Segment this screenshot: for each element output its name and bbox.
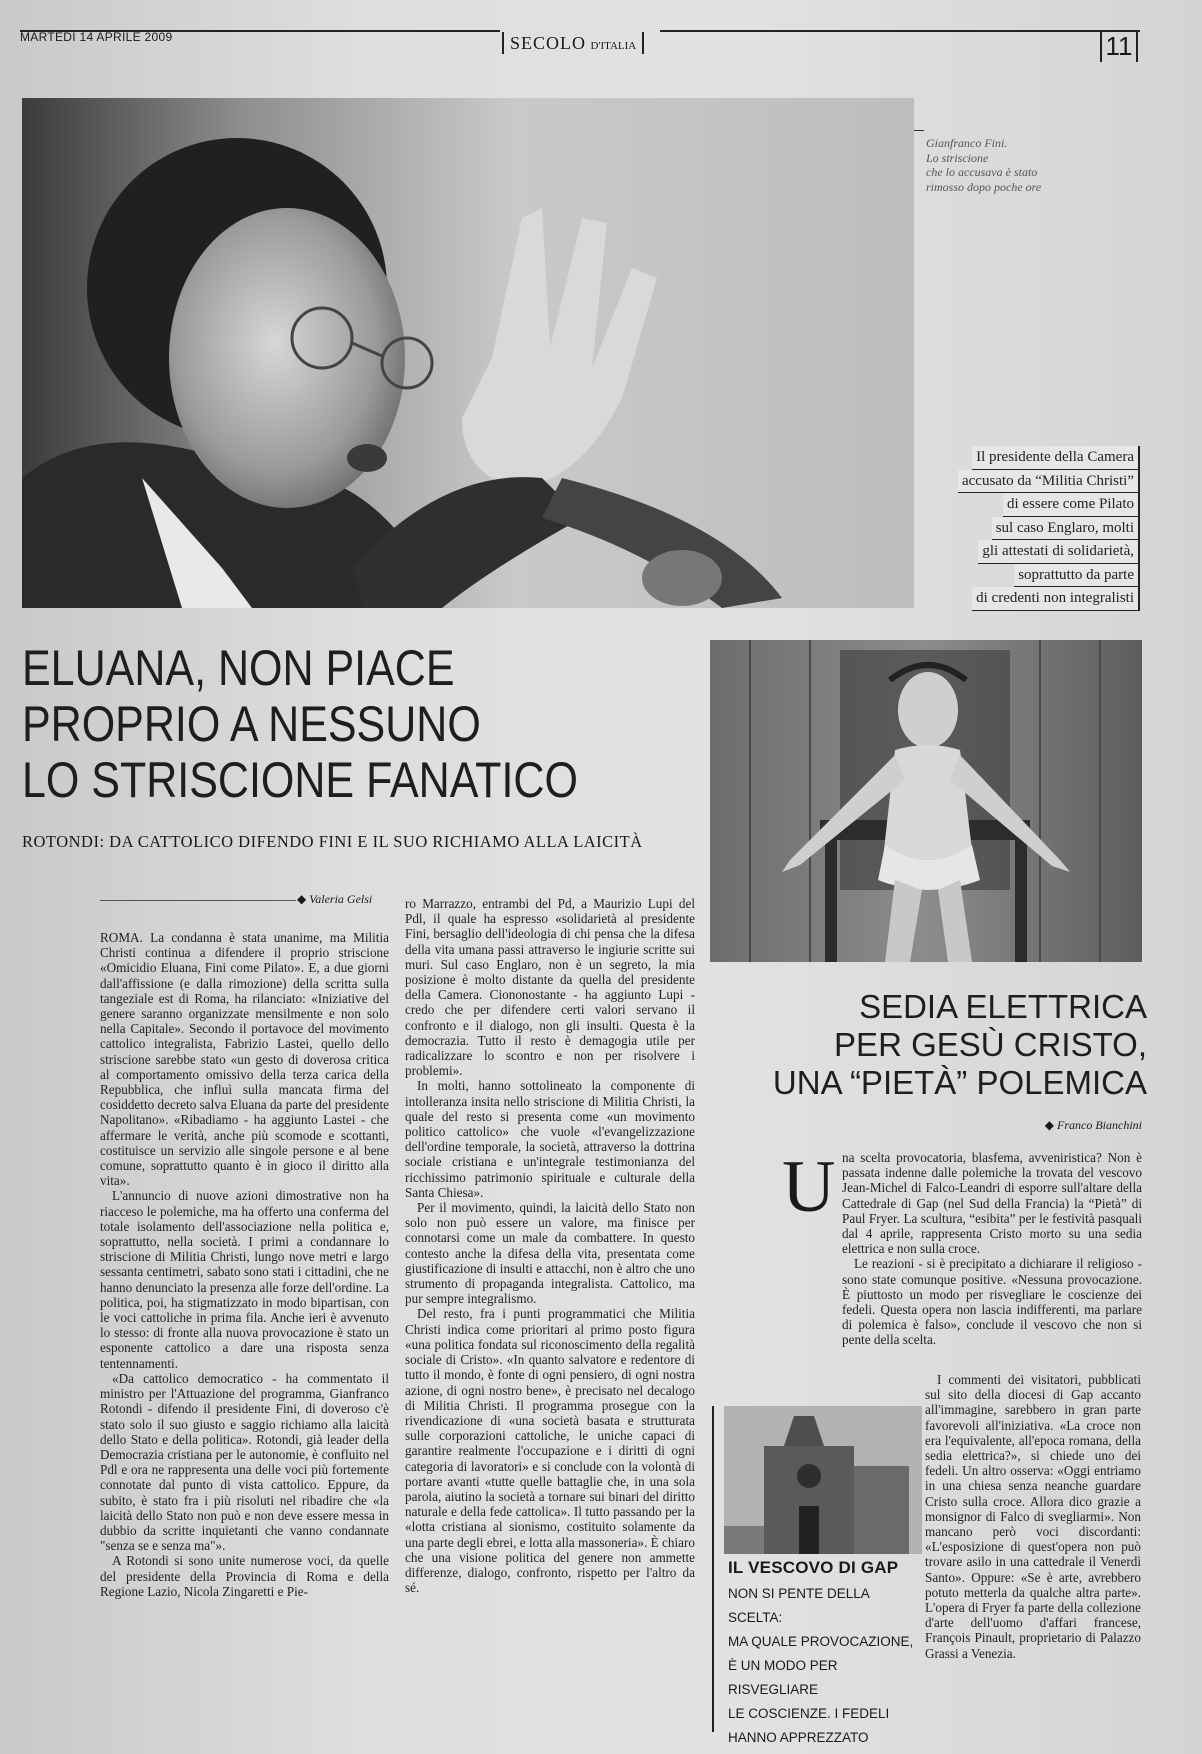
- paragraph: Per il movimento, quindi, la laicità dello Stato non solo non può essere un valore, ma finisce per connotarsi come un male da combattere. In questo contesto anche la difesa della vita, presentata come giustificazione di insulti e attacchi, non è altro che uno strumento di propaganda integralista. Cattolico, ma pur sempre integralismo.: [405, 1200, 695, 1307]
- headline-line: ELUANA, NON PIACE: [22, 640, 455, 696]
- pull-quote-line: di essere come Pilato: [1003, 493, 1140, 517]
- main-article-col2: [405, 896, 695, 1740]
- paragraph: ro Marrazzo, entrambi del Pd, a Maurizio Lupi del Pdl, il quale ha espresso «solidarietà al presidente Fini, bersaglio dell'ideologia di chi pensa che la difesa della vita umana passi attraverso le ingiurie scritte sui muri. Sul caso Englaro, non è un segreto, la mia posizione è molto distante da quella del presidente della Camera. Ciononostante - ha aggiunto Lupi - credo che per difendere certi valori servano il confronto e il dialogo, non gli insulti. Questa è la democrazia. Tutto il resto è demagogia utile per radicalizzare lo scontro e non per risolvere i problemi».: [405, 896, 695, 1079]
- side-box: [712, 1406, 920, 1745]
- headline-line: UNA “PIETÀ” POLEMICA: [772, 1064, 1147, 1101]
- side-article-col-bottom: [925, 1372, 1141, 1732]
- side-photo: [710, 640, 1142, 962]
- side-author: ◆ Franco Bianchini: [1044, 1118, 1142, 1132]
- headline-line: PROPRIO A NESSUNO: [22, 696, 481, 752]
- box-line: HANNO APPREZZATO: [728, 1730, 869, 1745]
- paragraph: Del resto, fra i punti programmatici che Militia Christi indica come prioritari al primo posto figura «una politica fondata sul riconoscimento della regalità sociale di Cristo». «In quanto salvatore e redentore di tutto il mondo, è fonte di ogni pensiero, di ogni nostra azione, di ogni nostro bene», è precisato nel decalogo di Militia Christi. Il programma prosegue con la rivendicazione di «una società basata e strutturata sulle corporazioni cattoliche, le uniche capaci di garantire realmente l'occupazione e i diritti di ogni categoria di lavoratori» e si conclude con la volontà di portare avanti «tutte quelle battaglie che, in una sola parola, aiutino la società a tornare sui binari del diritto naturale e della fede cattolica». Il tutto passando per la «lotta cristiana al sionismo, costituito solamente da una parte degli ebrei, e lotta alla massoneria». È chiaro che una visione politica del genere non ammette differenze, dialogo, confronto, rispetto per l'altro da sé.: [405, 1306, 695, 1596]
- caption-rule: [914, 130, 924, 131]
- side-article-col-top: [842, 1150, 1142, 1368]
- headline-line: LO STRISCIONE FANATICO: [22, 752, 578, 808]
- pull-quote-line: sul caso Englaro, molti: [992, 517, 1140, 541]
- paragraph: I commenti dei visitatori, pubblicati sul sito della diocesi di Gap accanto all'immagine, sarebbero in gran parte favorevoli all'iniziativa. «La croce non era l'equivalente, all'epoca romana, della sedia elettrica?», si chiede uno dei fedeli. Un altro osserva: «Oggi entriamo in una chiesa senza neanche guardare Cristo sulla croce. Allora dico grazie a monsignor di Falco di svegliarmi». Non mancano però voci discordanti: «L'esposizione di quest'opera non può trovare asilo in una cattedrale il Venerdì Santo». Oppure: «Se è arte, avrebbero potuto metterla da qualche altra parte». L'opera di Fryer fa parte della collezione d'arte dell'uomo d'affari francese, François Pinault, proprietario di Palazzo Grassi a Venezia.: [925, 1372, 1141, 1661]
- pull-quote-line: di credenti non integralisti: [972, 587, 1140, 611]
- portrait-photo-icon: [22, 98, 914, 608]
- main-author: ◆ Valeria Gelsi: [297, 892, 373, 906]
- box-line: MA QUALE PROVOCAZIONE,: [728, 1634, 914, 1649]
- box-line: LE COSCIENZE. I FEDELI: [728, 1706, 890, 1721]
- caption-line: Lo striscione: [926, 150, 989, 165]
- box-title: IL VESCOVO DI GAP: [728, 1558, 899, 1577]
- masthead-suffix: D'ITALIA: [590, 40, 637, 52]
- author-name: Franco Bianchini: [1057, 1118, 1142, 1132]
- paragraph: na scelta provocatoria, blasfema, avveniristica? Non è passata indenne dalle polemiche la trovata del vescovo Jean-Michel di Falco-Leandri di esporre sull'altare della Cattedrale di Gap (nel Sud della Francia) la “Pietà” di Paul Fryer. La scultura, “esibita” per le festività pasquali dal 4 aprile, rappresenta Cristo morto su una sedia elettrica e non sulla croce.: [842, 1150, 1142, 1257]
- top-photo-caption: [926, 136, 1126, 194]
- page-number: 11: [1100, 30, 1138, 62]
- top-photo: [22, 98, 914, 608]
- drop-cap: U: [782, 1146, 836, 1228]
- paragraph: Le reazioni - si è precipitato a dichiarare il religioso - sono state comunque positive. «Nessuna provocazione. È piuttosto un modo per risvegliare le coscienze dei fedeli. Questa opera non lascia indifferenti, ma parlare di polemica è falso», conclude il vescovo che non si pente della scelta.: [842, 1256, 1142, 1348]
- caption-line: Gianfranco Fini.: [926, 136, 1008, 150]
- pull-quote-line: gli attestati di solidarietà,: [978, 540, 1140, 564]
- masthead: [502, 32, 644, 54]
- pull-quote-line: accusato da “Militia Christi”: [958, 470, 1140, 494]
- paragraph: ROMA. La condanna è stata unanime, ma Militia Christi continua a difendere il proprio striscione «Omicidio Eluana, Fini come Pilato». E, a due giorni dall'affissione (e dalla rimozione) della scritta sulla tangeziale est di Roma, ha rilanciato: «Iniziative del genere saranno organizzate mensilmente e non solo nella Capitale». Secondo il portavoce del movimento cattolico integralista, Fabrizio Lastei, quello dello striscione sarebbe stato «un gesto di doverosa critica al comportamento omissivo della terza carica della Repubblica, che influì sulla mancata firma del cosiddetto decreto salva Eluana da parte del presidente Napolitano». «Ribadiamo - ha aggiunto Lastei - che affermare le verità, anche più scomode e scottanti, costituisce un servizio alle singole persone e al bene comune, soprattutto quanto è in gioco il diritto alla vita».: [100, 930, 389, 1189]
- caption-line: rimosso dopo poche ore: [926, 179, 1042, 194]
- main-article-col1: [100, 930, 389, 1740]
- paragraph: «Da cattolico democratico - ha commentato il ministro per l'Attuazione del programma, Gianfranco Rotondi - difendo il presidente Fini, di doveroso c'è stato solo il suo giusto e saggio richiamo alla laicità dello Stato e della politica». Rotondi, già leader della Democrazia cristiana per le autonomie, è confluito nel Pdl e ora ne rappresenta una delle voci più fortemente connotate dal punto di vista cattolico. Eppure, da subito, è stato fra i più risoluti nel ribadire che «la laicità dello Stato non può e non deve essere messa in dubbio da scritte inquietanti che vanno condannate "senza se e senza ma"».: [100, 1370, 389, 1554]
- cathedral-photo-icon: [724, 1406, 922, 1554]
- issue-date: MARTEDÌ 14 APRILE 2009: [20, 30, 173, 44]
- paragraph: In molti, hanno sottolineato la componente di intolleranza insita nello striscione di Militia Christi, la quale del resto si presenta come «un movimento politico cattolico» che vuole «l'evangelizzazione dell'ordine temporale, la società, attraverso la dottrina sociale cristiana e un'integrale testimonianza del ricchissimo patrimonio spirituale e culturale della Santa Chiesa».: [405, 1078, 695, 1200]
- side-headline: [700, 988, 1147, 1102]
- author-name: Valeria Gelsi: [309, 892, 373, 906]
- headline-line: PER GESÙ CRISTO,: [834, 1026, 1147, 1063]
- box-line: È UN MODO PER RISVEGLIARE: [728, 1658, 838, 1697]
- main-headline: [22, 640, 615, 808]
- cathedral-photo: [724, 1406, 922, 1554]
- caption-line: che lo accusava è stato: [926, 165, 1038, 179]
- pull-quote: [958, 446, 1140, 611]
- header-rule-right: [660, 30, 1140, 32]
- pull-quote-line: Il presidente della Camera: [972, 446, 1140, 470]
- main-subhead: ROTONDI: DA CATTOLICO DIFENDO FINI E IL SUO RICHIAMO ALLA LAICITÀ: [22, 832, 643, 851]
- paragraph: L'annuncio di nuove azioni dimostrative non ha riacceso le polemiche, ma ha offerto una conferma del totale isolamento dell'associazione nella politica e, soprattutto, nella società. I primi a condannare lo striscione di Militia Christi, lungo nove metri e largo sessanta centimetri, sabato sono stati i cittadini, che ne hanno denunciato la presenza alle forze dell'ordine. La politica, poi, ha stigmatizzato in modo bipartisan, con le voci cattoliche in prima fila. Anche ieri è avvenuto lo stesso: di fronte alla nuova provocazione è stato un esponente cattolico a dare una risposta senza tentennamenti.: [100, 1188, 389, 1371]
- pull-quote-line: soprattutto da parte: [1014, 564, 1140, 588]
- box-text: [728, 1582, 920, 1750]
- masthead-name: SECOLO: [510, 33, 587, 53]
- author-rule: [100, 900, 296, 901]
- crucifix-sculpture-photo-icon: [710, 640, 1142, 962]
- paragraph: A Rotondi si sono unite numerose voci, da quelle del presidente della Provincia di Roma e della Regione Lazio, Nicola Zingaretti e Pie-: [100, 1553, 389, 1599]
- headline-line: SEDIA ELETTRICA: [859, 988, 1147, 1025]
- box-line: NON SI PENTE DELLA SCELTA:: [728, 1586, 870, 1625]
